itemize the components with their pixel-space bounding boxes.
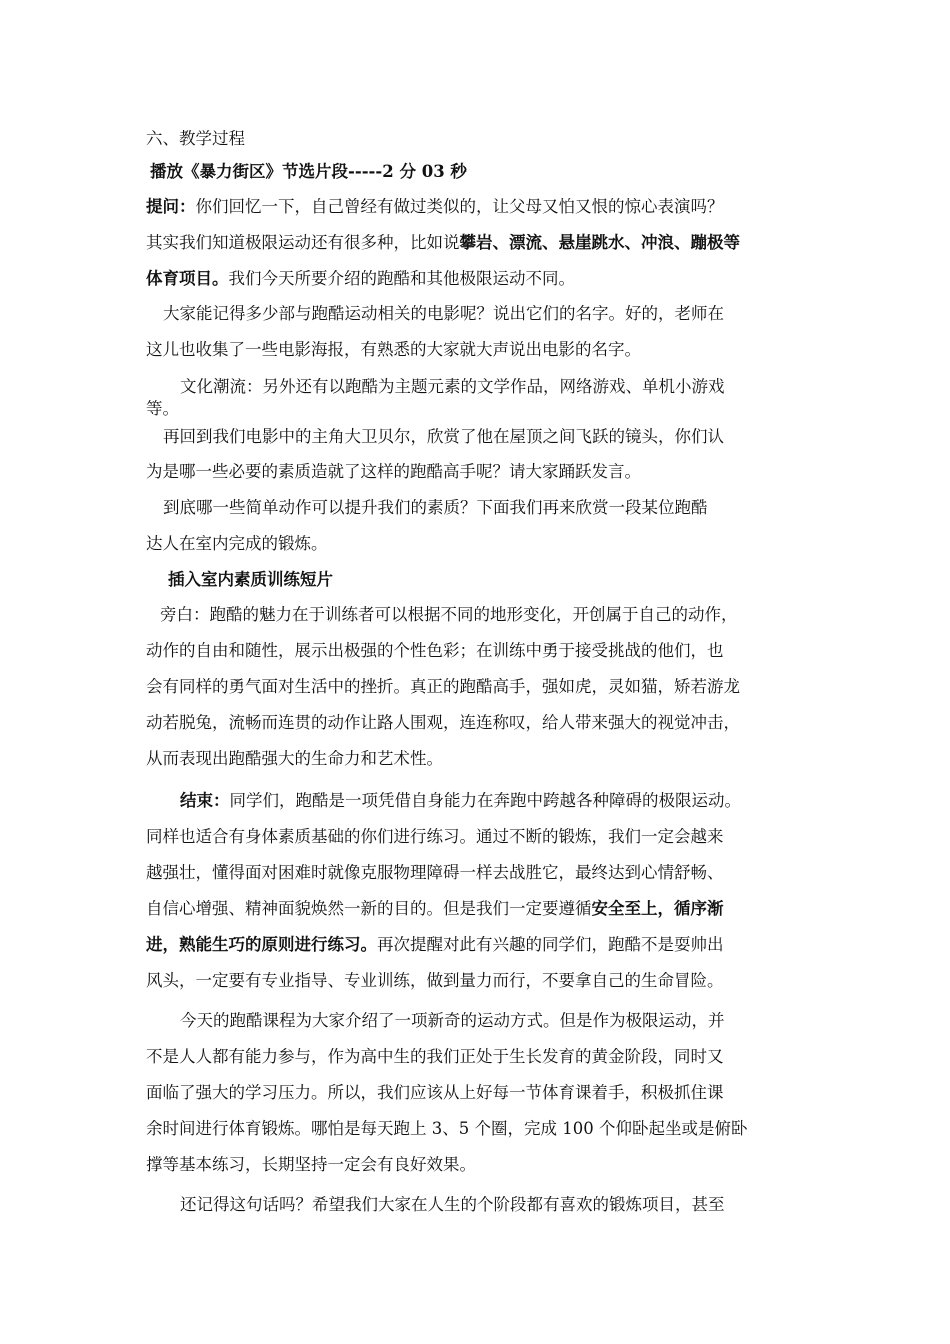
actions-line-1: 到底哪一些简单动作可以提升我们的素质？下面我们再来欣赏一段某位跑酷 xyxy=(163,498,708,517)
today-line-2: 不是人人都有能力参与，作为高中生的我们正处于生长发育的黄金阶段，同时又 xyxy=(146,1047,724,1066)
david-line-2: 为是哪一些必要的素质造就了这样的跑酷高手呢？请大家踊跃发言。 xyxy=(146,462,641,481)
question-text: 其实我们知道极限运动还有很多种，比如说 xyxy=(146,233,460,252)
conclusion-line-4 xyxy=(146,898,822,920)
movies-line-1: 大家能记得多少部与跑酷运动相关的电影呢？说出它们的名字。好的，老师在 xyxy=(163,304,724,323)
conclusion-line-1 xyxy=(180,790,825,812)
narration-line-4: 动若脱兔，流畅而连贯的动作让路人围观，连连称叹，给人带来强大的视觉冲击， xyxy=(146,713,740,732)
conclusion-text: 同学们，跑酷是一项凭借自身能力在奔跑中跨越各种障碍的极限运动。 xyxy=(229,791,741,810)
conclusion-line-6: 风头，一定要有专业指导、专业训练，做到量力而行，不要拿自己的生命冒险。 xyxy=(146,971,724,990)
narration-line-5: 从而表现出跑酷强大的生命力和艺术性。 xyxy=(146,749,443,768)
question-line-3 xyxy=(146,268,822,290)
conclusion-line-5 xyxy=(146,934,822,956)
question-text: 你们回忆一下，自己曾经有做过类似的，让父母又怕又恨的惊心表演吗？ xyxy=(195,197,724,216)
actions-line-2: 达人在室内完成的锻炼。 xyxy=(146,534,328,553)
conclusion-text: 再次提醒对此有兴趣的同学们，跑酷不是耍帅出 xyxy=(377,935,724,954)
question-bold-text: 攀岩、漂流、悬崖跳水、冲浪、蹦极等 xyxy=(459,233,740,252)
remember-line-1: 还记得这句话吗？希望我们大家在人生的个阶段都有喜欢的锻炼项目，甚至 xyxy=(180,1195,725,1214)
narration-line-1: 旁白：跑酷的魅力在于训练者可以根据不同的地形变化，开创属于自己的动作， xyxy=(160,605,738,624)
question-line-1 xyxy=(146,196,822,218)
today-line-5: 撑等基本练习，长期坚持一定会有良好效果。 xyxy=(146,1155,476,1174)
question-label: 提问： xyxy=(146,197,196,216)
question-bold-text: 体育项目。 xyxy=(146,269,229,288)
conclusion-bold-text: 进，熟能生巧的原则进行练习。 xyxy=(146,935,377,954)
today-line-1: 今天的跑酷课程为大家介绍了一项新奇的运动方式。但是作为极限运动，并 xyxy=(180,1011,725,1030)
today-line-4: 余时间进行体育锻炼。哪怕是每天跑上 3、5 个圈，完成 100 个仰卧起坐或是俯卧 xyxy=(146,1119,748,1138)
conclusion-line-2: 同样也适合有身体素质基础的你们进行练习。通过不断的锻炼，我们一定会越来 xyxy=(146,827,724,846)
narration-line-3: 会有同样的勇气面对生活中的挫折。真正的跑酷高手，强如虎，灵如猫，矫若游龙 xyxy=(146,677,740,696)
conclusion-text: 自信心增强、精神面貌焕然一新的目的。但是我们一定要遵循 xyxy=(146,899,592,918)
conclusion-label: 结束： xyxy=(180,791,230,810)
culture-line-2: 等。 xyxy=(146,399,179,418)
video-clip-heading: 播放《暴力街区》节选片段-----2 分 03 秒 xyxy=(150,162,467,181)
section-heading: 六、教学过程 xyxy=(146,129,245,148)
movies-line-2: 这儿也收集了一些电影海报，有熟悉的大家就大声说出电影的名字。 xyxy=(146,340,641,359)
culture-line-1: 文化潮流：另外还有以跑酷为主题元素的文学作品，网络游戏、单机小游戏 xyxy=(180,377,725,396)
training-clip-heading: 插入室内素质训练短片 xyxy=(168,570,333,589)
question-text: 我们今天所要介绍的跑酷和其他极限运动不同。 xyxy=(228,269,575,288)
conclusion-line-3: 越强壮，懂得面对困难时就像克服物理障碍一样去战胜它，最终达到心情舒畅、 xyxy=(146,863,724,882)
conclusion-bold-text: 安全至上，循序渐 xyxy=(591,899,724,918)
today-line-3: 面临了强大的学习压力。所以，我们应该从上好每一节体育课着手，积极抓住课 xyxy=(146,1083,724,1102)
narration-line-2: 动作的自由和随性，展示出极强的个性色彩；在训练中勇于接受挑战的他们，也 xyxy=(146,641,724,660)
question-line-2 xyxy=(146,232,822,254)
david-line-1: 再回到我们电影中的主角大卫贝尔，欣赏了他在屋顶之间飞跃的镜头，你们认 xyxy=(163,427,724,446)
